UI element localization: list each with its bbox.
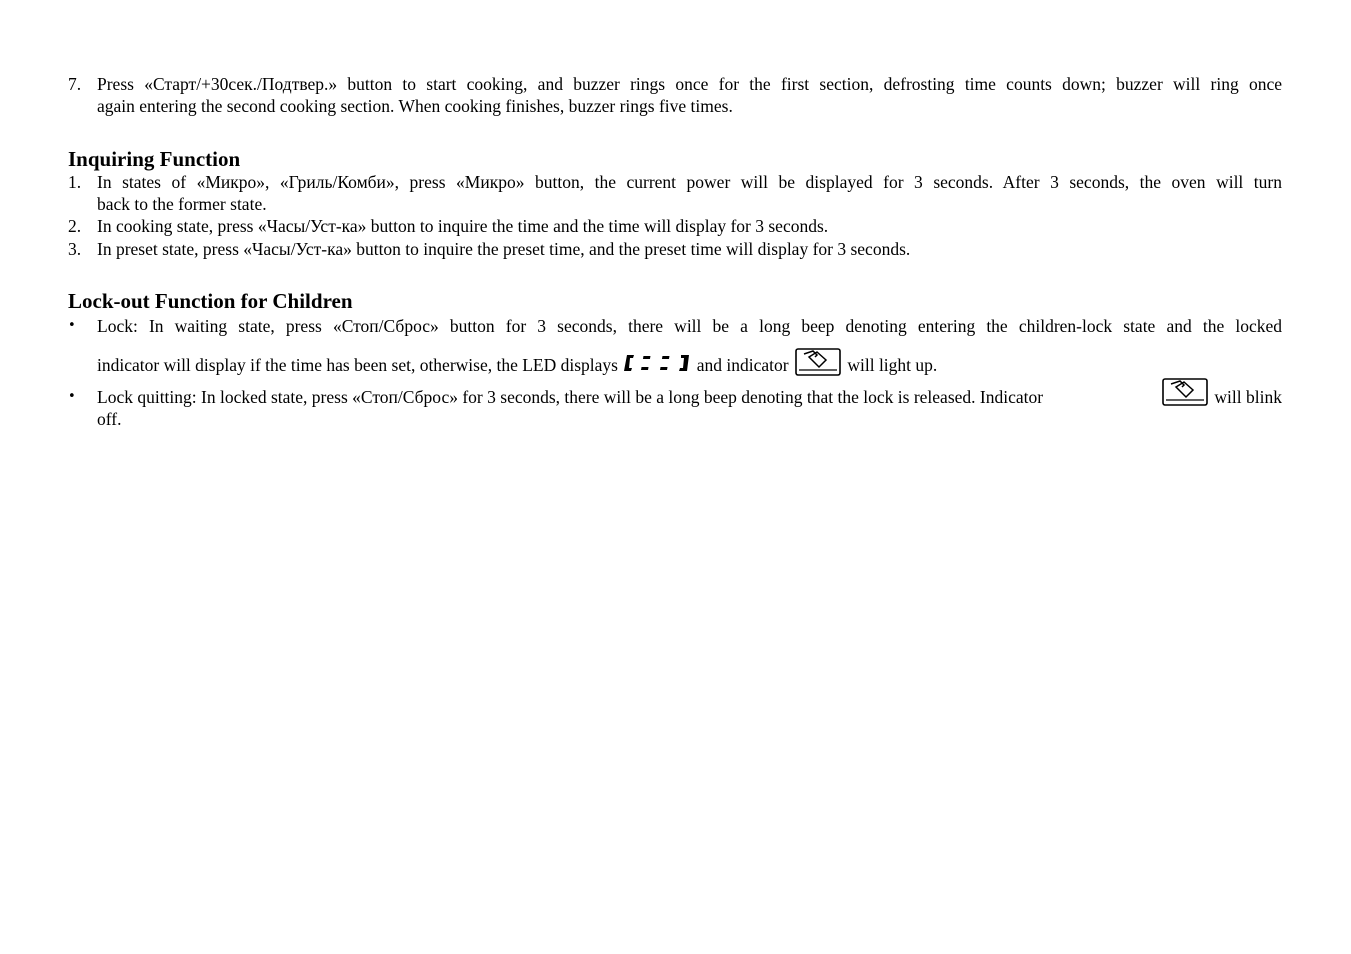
inquiring-item-2-text <box>97 215 1282 237</box>
child-lock-indicator-icon <box>795 348 841 377</box>
inquiring-item-3-number: 3. <box>68 239 82 259</box>
lockout-lock-line-2-after: will light up. <box>847 355 938 375</box>
inquiring-item-3-line-1: In preset state, press «Часы/Уст-ка» button to inquire the preset time, and the preset time will display for 3 seconds. <box>97 239 911 259</box>
step-7-line-1: Press «Старт/+30сек./Подтвер.» button to start cooking, and buzzer rings once for the first section, defrosting time counts down; buzzer will ring once <box>97 74 1282 94</box>
step-7 <box>68 73 1282 117</box>
step-7-text <box>97 73 1282 117</box>
inquiring-item-2-number: 2. <box>68 216 82 236</box>
inquiring-item-3-text <box>97 238 1282 260</box>
child-lock-indicator-icon <box>1162 378 1208 407</box>
lockout-quit-bullet: • <box>68 389 76 404</box>
led-dash-display-icon <box>624 353 690 373</box>
lockout-lock-bullet: • <box>68 318 76 333</box>
lockout-quit-text <box>97 386 1282 430</box>
inquiring-item-3 <box>68 238 1282 260</box>
lockout-quit-item <box>68 386 1282 430</box>
lockout-function-heading: Lock-out Function for Children <box>68 289 353 313</box>
inquiring-function-heading: Inquiring Function <box>68 147 241 171</box>
lockout-lock-item <box>68 315 1282 377</box>
inquiring-item-2 <box>68 215 1282 237</box>
lockout-lock-text <box>97 315 1282 377</box>
lockout-quit-line-1-before: Lock quitting: In locked state, press «Стоп/Сброс» for 3 seconds, there will be a long beep denoting that the lock is released. Indicator <box>97 387 1044 407</box>
inquiring-item-1 <box>68 171 1282 215</box>
lockout-quit-line-2: off. <box>97 409 122 429</box>
lockout-lock-line-2 <box>97 348 1282 377</box>
inquiring-item-1-text <box>97 171 1282 215</box>
lockout-quit-line-1 <box>97 386 1282 408</box>
inquiring-item-1-number: 1. <box>68 172 82 192</box>
step-7-number: 7. <box>68 74 82 94</box>
step-7-line-2: again entering the second cooking section. When cooking finishes, buzzer rings five times. <box>97 96 733 116</box>
inquiring-item-2-line-1: In cooking state, press «Часы/Уст-ка» button to inquire the time and the time will display for 3 seconds. <box>97 216 829 236</box>
lockout-quit-line-1-tail <box>1160 386 1282 408</box>
lockout-lock-line-1: Lock: In waiting state, press «Стоп/Сброс» button for 3 seconds, there will be a long beep denoting entering the children-lock state and the locked <box>97 316 1282 336</box>
lockout-lock-line-2-between: and indicator <box>696 355 789 375</box>
inquiring-item-1-line-1: In states of «Микро», «Гриль/Комби», press «Микро» button, the current power will be displayed for 3 seconds. After 3 seconds, the oven will turn <box>97 172 1282 192</box>
lockout-quit-line-1-after: will blink <box>1214 387 1282 407</box>
lockout-lock-line-2-before: indicator will display if the time has been set, otherwise, the LED displays <box>97 355 618 375</box>
inquiring-item-1-line-2: back to the former state. <box>97 194 267 214</box>
